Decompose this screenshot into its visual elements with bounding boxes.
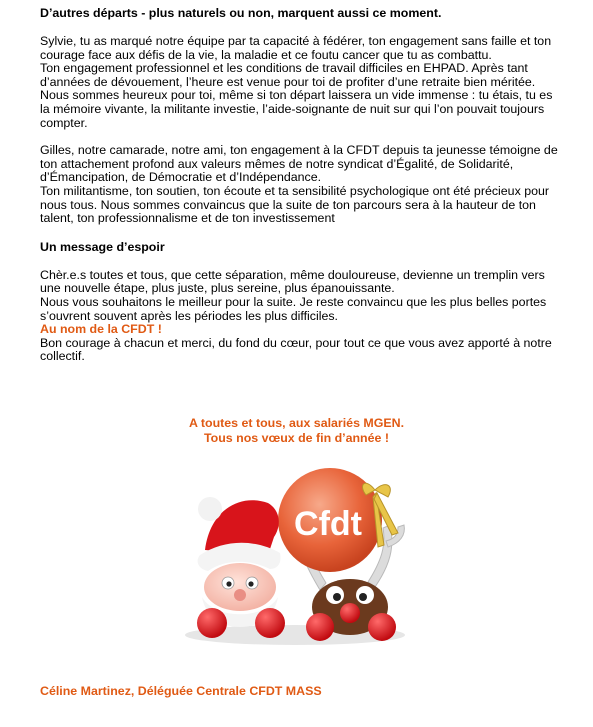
signature: Céline Martinez, Déléguée Centrale CFDT MASS bbox=[40, 684, 322, 698]
text-line: d’années de dévouement, l’heure est venue pour toi de profiter d’une retraite bien méritée. bbox=[40, 74, 536, 89]
text-line: s’ouvrent souvent après les périodes les plus difficiles. bbox=[40, 308, 338, 323]
text-line: Gilles, notre camarade, notre ami, ton engagement à la CFDT depuis ta jeunesse témoigne de bbox=[40, 143, 558, 158]
text-line: Chèr.e.s toutes et tous, que cette séparation, même douloureuse, devienne un tremplin vers bbox=[40, 267, 545, 282]
text-line: une nouvelle étape, plus juste, plus sereine, plus épanouissante. bbox=[40, 281, 395, 296]
text-line: Ton engagement professionnel et les conditions de travail difficiles en EHPAD. Après tant bbox=[40, 61, 528, 76]
letter-body bbox=[40, 6, 560, 364]
text-line: talent, ton professionnalisme et de ton investissement bbox=[40, 211, 335, 226]
reindeer-hoof bbox=[368, 613, 396, 641]
santa-nose-icon bbox=[234, 589, 246, 601]
paragraph-hope bbox=[40, 269, 560, 364]
text-line: Ton militantisme, ton soutien, ton écoute et ta sensibilité psychologique ont été précieux pour bbox=[40, 183, 550, 198]
text-line: Sylvie, tu as marqué notre équipe par ta capacité à fédérer, ton engagement sans faille et ton bbox=[40, 34, 552, 48]
reindeer-nose-icon bbox=[340, 603, 360, 623]
cfdt-logo-text: Cfdt bbox=[294, 505, 362, 543]
signoff-cfdt: Au nom de la CFDT ! bbox=[40, 322, 162, 337]
santa-glove bbox=[255, 608, 285, 638]
text-line: Nous vous souhaitons le meilleur pour la suite. Je reste convaincu que les plus belles portes bbox=[40, 294, 547, 309]
text-line: d’Émancipation, de Démocratie et d’Indépendance. bbox=[40, 170, 322, 185]
section-heading-departures: D’autres départs - plus naturels ou non, marquent aussi ce moment. bbox=[40, 6, 442, 20]
paragraph-sylvie bbox=[40, 35, 560, 130]
section-heading-hope: Un message d’espoir bbox=[40, 239, 165, 254]
text-line: Bon courage à chacun et merci, du fond du cœur, pour tout ce que vous avez apporté à notre bbox=[40, 335, 552, 350]
text-line: ton attachement profond aux valeurs mêmes de notre syndicat d’Égalité, de Solidarité, bbox=[40, 156, 514, 171]
text-line: la mémoire vivante, la militante investie, l’aide-soignante de nuit sur qui l’on pouvait toujours bbox=[40, 101, 545, 116]
text-line: courage face aux défis de la vie, la maladie et ce foutu cancer que tu as combattu. bbox=[40, 47, 492, 62]
text-line: compter. bbox=[40, 115, 88, 130]
santa-face bbox=[204, 563, 276, 611]
hat-pompom bbox=[198, 497, 222, 521]
text-line: collectif. bbox=[40, 349, 85, 364]
greeting-line: A toutes et tous, aux salariés MGEN. bbox=[188, 416, 405, 430]
christmas-illustration bbox=[170, 455, 430, 650]
greeting-line: Tous nos vœux de fin d’année ! bbox=[204, 431, 389, 445]
text-line: nous tous. Nous sommes convaincus que la suite de ton parcours sera à la hauteur de ton bbox=[40, 197, 536, 212]
reindeer-hoof bbox=[306, 613, 334, 641]
text-line: Nous sommes heureux pour toi, même si ton départ laissera un vide immense : tu étais, tu es bbox=[40, 88, 553, 103]
paragraph-gilles bbox=[40, 144, 560, 226]
santa-glove bbox=[197, 608, 227, 638]
season-greeting bbox=[0, 416, 593, 446]
